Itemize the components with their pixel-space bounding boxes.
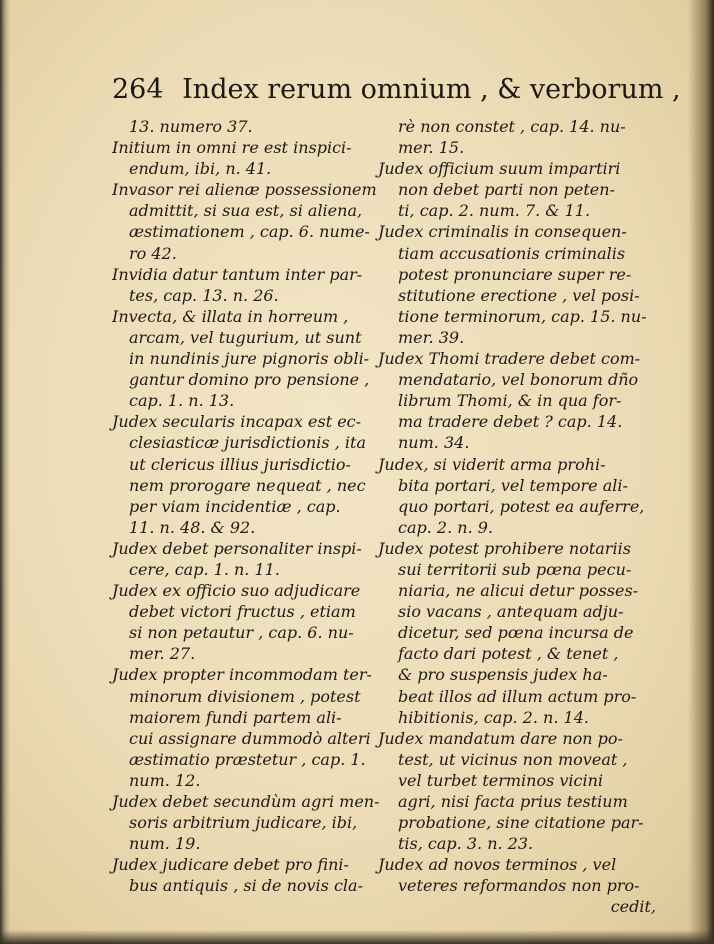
- index-entry-continuation: ma tradere debet ? cap. 14.: [398, 412, 623, 432]
- index-entry-continuation: 11. n. 48. & 92.: [129, 517, 256, 537]
- index-entry-continuation: cedit,: [610, 897, 656, 917]
- index-entry-start: Judex judicare debet pro fini-: [112, 855, 349, 875]
- bottom-edge-shadow: [0, 930, 714, 944]
- index-entry-continuation: tiam accusationis criminalis: [398, 243, 626, 263]
- index-entry-continuation: æstimatio præstetur , cap. 1.: [129, 749, 366, 769]
- index-entry-continuation: niaria, ne alicui detur posses-: [398, 581, 639, 601]
- index-column-right: [378, 116, 656, 918]
- index-entry-start: Invecta, & illata in horreum ,: [112, 306, 349, 326]
- index-entry-continuation: mendatario, vel bonorum dño: [398, 370, 639, 390]
- index-column-left: [112, 116, 382, 896]
- index-entry-continuation: tes, cap. 13. n. 26.: [129, 285, 279, 305]
- index-entry-continuation: sio vacans , antequam adju-: [398, 602, 624, 622]
- index-entry-continuation: non debet parti non peten-: [398, 180, 615, 200]
- index-entry-continuation: soris arbitrium judicare, ibi,: [129, 813, 358, 833]
- index-entry-continuation: sui territorii sub pœna pecu-: [398, 559, 632, 579]
- index-entry-continuation: hibitionis, cap. 2. n. 14.: [398, 707, 589, 727]
- index-entry-continuation: debet victori fructus , etiam: [129, 602, 356, 622]
- index-entry-continuation: veteres reformandos non pro-: [398, 876, 640, 896]
- index-entry-continuation: maiorem fundi partem ali-: [129, 707, 342, 727]
- index-entry-continuation: minorum divisionem , potest: [129, 686, 361, 706]
- index-entry-continuation: cap. 1. n. 13.: [129, 391, 235, 411]
- index-entry-continuation: si non petautur , cap. 6. nu-: [129, 623, 354, 643]
- index-entry-continuation: tione terminorum, cap. 15. nu-: [398, 306, 647, 326]
- gutter-shadow: [0, 0, 10, 944]
- index-entry-start: Judex propter incommodam ter-: [112, 665, 372, 685]
- index-entry-continuation: mer. 15.: [398, 138, 465, 158]
- index-entry-continuation: beat illos ad illum actum pro-: [398, 686, 637, 706]
- index-entry-start: Judex secularis incapax est ec-: [112, 412, 362, 432]
- index-entry-continuation: ut clericus illius jurisdictio-: [129, 454, 351, 474]
- index-entry-continuation: & pro suspensis judex ha-: [398, 665, 608, 685]
- index-entry-start: Judex officium suum impartiri: [378, 159, 621, 179]
- index-entry-start: Initium in omni re est inspici-: [112, 138, 352, 158]
- index-entry-continuation: 13. numero 37.: [129, 117, 253, 136]
- index-entry-continuation: rè non constet , cap. 14. nu-: [398, 117, 626, 136]
- index-entry-start: Judex mandatum dare non po-: [378, 728, 623, 748]
- index-entry-continuation: facto dari potest , & tenet ,: [398, 644, 619, 664]
- index-entry-continuation: num. 34.: [398, 433, 470, 453]
- index-entry-continuation: num. 12.: [129, 770, 201, 790]
- index-entry-start: Judex criminalis in consequen-: [378, 222, 627, 242]
- index-entry-start: Judex debet secundùm agri men-: [112, 792, 380, 811]
- index-entry-continuation: probatione, sine citatione par-: [398, 813, 644, 833]
- index-entry-start: Judex ex officio suo adjudicare: [112, 581, 361, 601]
- index-entry-start: Invidia datur tantum inter par-: [112, 264, 363, 284]
- index-entry-continuation: nem prorogare nequeat , nec: [129, 475, 366, 495]
- index-entry-continuation: mer. 27.: [129, 644, 196, 664]
- index-entry-continuation: ti, cap. 2. num. 7. & 11.: [398, 201, 591, 221]
- index-entry-continuation: num. 19.: [129, 834, 201, 854]
- index-entry-continuation: bita portari, vel tempore ali-: [398, 475, 628, 495]
- running-title: Index rerum omnium , & verborum ,: [182, 74, 681, 105]
- running-header: [112, 74, 681, 114]
- index-entry-continuation: æstimationem , cap. 6. nume-: [129, 222, 370, 242]
- index-entry-start: Judex ad novos terminos , vel: [378, 855, 617, 875]
- page-number: 264: [112, 74, 164, 105]
- index-entry-continuation: per viam incidentiæ , cap.: [129, 496, 341, 516]
- index-entry-continuation: cui assignare dummodò alteri: [129, 728, 371, 748]
- index-entry-continuation: librum Thomi, & in qua for-: [398, 391, 622, 411]
- index-entry-continuation: cap. 2. n. 9.: [398, 517, 494, 537]
- index-entry-continuation: arcam, vel tugurium, ut sunt: [129, 327, 362, 347]
- index-entry-continuation: quo portari, potest ea auferre,: [398, 496, 645, 516]
- index-entry-start: Judex Thomi tradere debet com-: [378, 349, 641, 369]
- index-entry-continuation: tis, cap. 3. n. 23.: [398, 834, 534, 854]
- index-entry-continuation: stitutione erectione , vel posi-: [398, 285, 640, 305]
- index-entry-start: Judex, si viderit arma prohi-: [378, 454, 606, 474]
- index-entry-continuation: cere, cap. 1. n. 11.: [129, 559, 280, 579]
- index-entry-continuation: clesiasticæ jurisdictionis , ita: [129, 433, 366, 453]
- index-entry-start: Invasor rei alienæ possessionem: [112, 180, 377, 200]
- index-entry-continuation: bus antiquis , si de novis cla-: [129, 876, 363, 896]
- index-entry-continuation: mer. 39.: [398, 327, 465, 347]
- index-entry-continuation: agri, nisi facta prius testium: [398, 792, 628, 811]
- index-entry-continuation: gantur domino pro pensione ,: [129, 370, 370, 390]
- index-entry-start: Judex potest prohibere notariis: [378, 538, 631, 558]
- index-entry-continuation: admittit, si sua est, si aliena,: [129, 201, 363, 221]
- index-entry-continuation: test, ut vicinus non moveat ,: [398, 749, 628, 769]
- index-entry-continuation: potest pronunciare super re-: [398, 264, 632, 284]
- index-entry-continuation: dicetur, sed pœna incursa de: [398, 623, 634, 643]
- page-edge-shadow: [688, 0, 714, 944]
- index-entry-continuation: endum, ibi, n. 41.: [129, 159, 272, 179]
- index-entry-start: Judex debet personaliter inspi-: [112, 538, 362, 558]
- index-entry-continuation: vel turbet terminos vicini: [398, 770, 604, 790]
- index-entry-continuation: in nundinis jure pignoris obli-: [129, 349, 370, 369]
- index-entry-continuation: ro 42.: [129, 243, 177, 263]
